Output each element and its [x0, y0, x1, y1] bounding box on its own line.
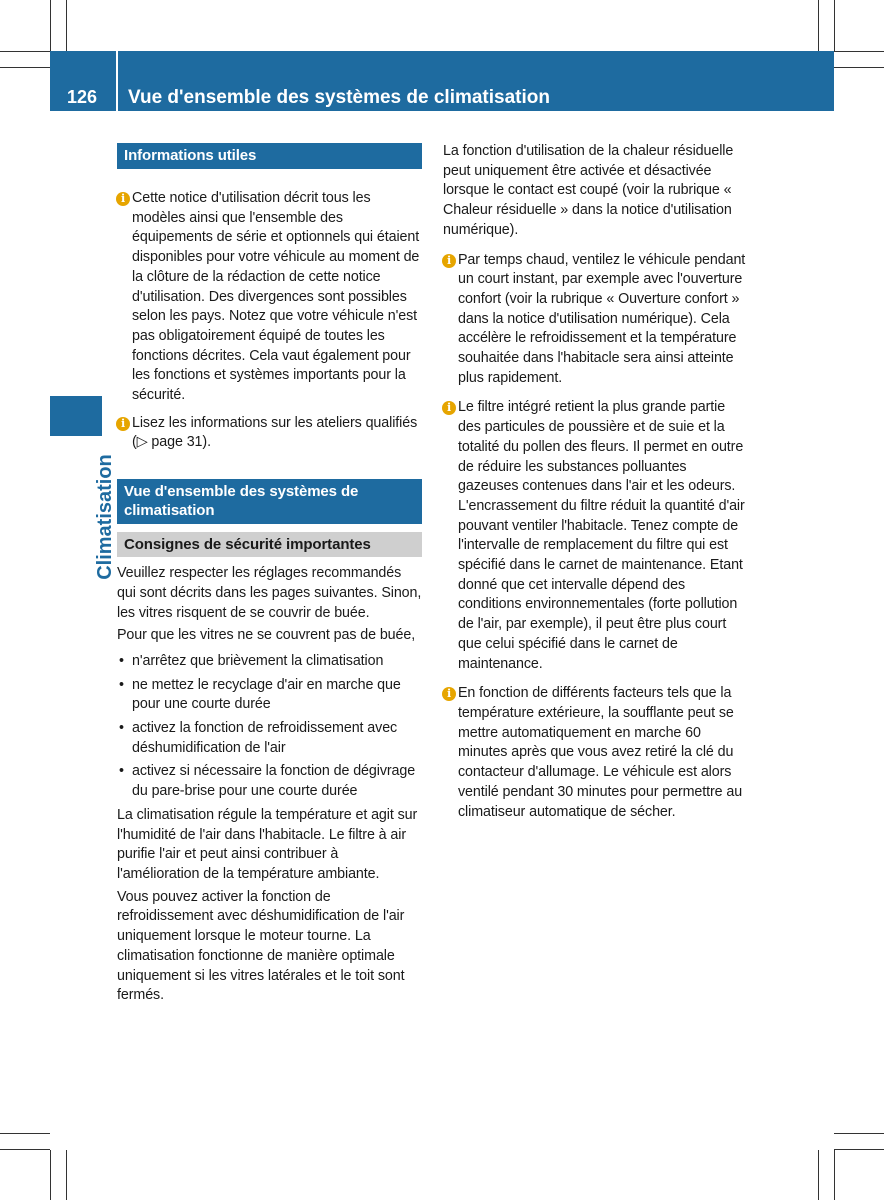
section-title-vue-ensemble: Vue d'ensemble des systèmes de climatisation — [117, 479, 422, 524]
crop-mark — [834, 67, 884, 68]
note-text: Lisez les informations sur les ateliers qualifiés (▷ page 31). — [132, 414, 418, 451]
list-item: • n'arrêtez que brièvement la climatisation — [117, 652, 422, 672]
chapter-tab — [50, 396, 102, 436]
subsection-title-consignes: Consignes de sécurité importantes — [117, 532, 422, 557]
right-column — [443, 142, 749, 822]
body-paragraph: Pour que les vitres ne se couvrent pas de buée, — [117, 627, 416, 644]
bullet-list — [117, 652, 422, 802]
crop-mark — [66, 0, 67, 51]
body-paragraph: Vous pouvez activer la fonction de refroidissement avec déshumidification de l'air uniquement lorsque le moteur tourne. La climatisation fonctionne de manière optimale uniquement si les vitres latérales et le toit sont fermés. — [117, 888, 405, 1004]
chapter-label: Climatisation — [94, 454, 116, 580]
crop-mark — [834, 1150, 835, 1200]
info-note — [443, 398, 749, 674]
crop-mark — [0, 1133, 50, 1134]
info-note — [117, 414, 422, 453]
note-text: En fonction de différents facteurs tels que la température extérieure, la soufflante peut se mettre automatiquement en marche 60 minutes après que vous avez retiré la clé du contacteur d'allumage. Le véhicule est alors ventilé pendant 30 minutes pour permettre au climatiseur automatique de sécher. — [458, 685, 743, 820]
body-paragraph: La fonction d'utilisation de la chaleur résiduelle peut uniquement être activée et désactivée lorsque le contact est coupé (voir la rubrique « Chaleur résiduelle » dans la notice d'utilisation numérique). — [443, 143, 734, 238]
list-item: • activez la fonction de refroidissement avec déshumidification de l'air — [117, 719, 422, 758]
info-icon: i — [442, 254, 456, 268]
info-icon: i — [116, 417, 130, 431]
header-separator — [116, 51, 118, 111]
note-text: Par temps chaud, ventilez le véhicule pendant un court instant, par exemple avec l'ouverture confort (voir la rubrique « Ouverture confort » dans la notice d'utilisation numérique). Cela accélère le refroidissement et la température souhaitée dans l'habitacle sera ainsi atteinte plus rapidement. — [458, 251, 746, 386]
info-icon: i — [442, 401, 456, 415]
crop-mark — [0, 1149, 50, 1150]
body-paragraph: La climatisation régule la température et agit sur l'humidité de l'air dans l'habitacle. Le filtre à air purifie l'air et peut ainsi contribuer à l'amélioration de la température ambiante. — [117, 806, 418, 882]
note-text: Le filtre intégré retient la plus grande partie des particules de poussière et de suie et la totalité du pollen des fleurs. Il permet en outre de réduire les substances polluantes gazeuses contenues dans l'air et les odeurs. L'encrassement du filtre réduit la quantité d'air pouvant ventiler l'habitacle. Tenez compte de l'intervalle de remplacement du filtre qui est spécifié dans le carnet de maintenance. Etant donné que cet intervalle dépend des conditions environnementales (forte pollution de l'air, par exemple), il peut être plus court que celui spécifié dans le carnet de maintenance. — [458, 399, 745, 672]
crop-mark — [0, 51, 50, 52]
section-title-informations: Informations utiles — [117, 143, 422, 169]
crop-mark — [834, 1149, 884, 1150]
crop-mark — [818, 1150, 819, 1200]
info-note — [443, 684, 749, 822]
crop-mark — [834, 1133, 884, 1134]
note-text: Cette notice d'utilisation décrit tous les modèles ainsi que l'ensemble des équipements de série et optionnels qui étaient disponibles pour votre véhicule au moment de la clôture de la rédaction de cette notice d'utilisation. Des divergences sont possibles selon les pays. Notez que votre véhicule n'est pas obligatoirement équipé de toutes les fonctions décrites. Cela vaut également pour les fonctions et systèmes importants pour la sécurité. — [132, 190, 420, 404]
crop-mark — [834, 0, 835, 51]
page-number: 126 — [66, 87, 98, 107]
info-icon: i — [442, 687, 456, 701]
crop-mark — [818, 0, 819, 51]
left-column — [117, 142, 422, 1006]
list-item: • ne mettez le recyclage d'air en marche que pour une courte durée — [117, 676, 422, 715]
info-note — [117, 189, 422, 406]
crop-mark — [834, 51, 884, 52]
info-icon: i — [116, 192, 130, 206]
crop-mark — [50, 1150, 51, 1200]
crop-mark — [50, 0, 51, 51]
page-title: Vue d'ensemble des systèmes de climatisation — [128, 87, 550, 108]
crop-mark — [0, 67, 50, 68]
info-note — [443, 251, 749, 389]
list-item: • activez si nécessaire la fonction de dégivrage du pare-brise pour une courte durée — [117, 762, 422, 801]
crop-mark — [66, 1150, 67, 1200]
body-paragraph: Veuillez respecter les réglages recommandés qui sont décrits dans les pages suivantes. Sinon, les vitres risquent de se couvrir de buée. — [117, 565, 422, 621]
